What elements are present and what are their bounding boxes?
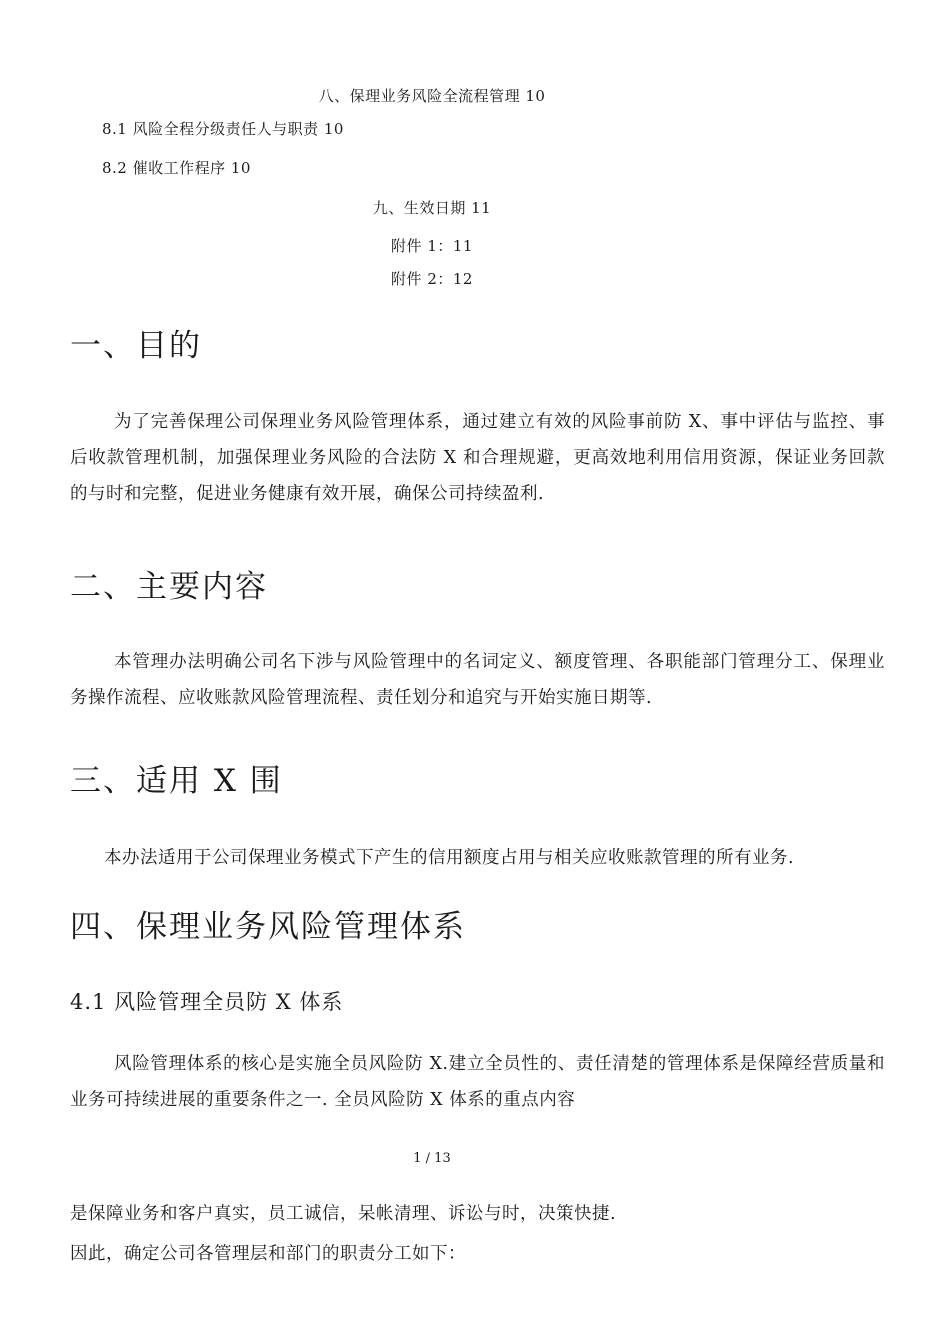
section-3-heading: 三、适用 X 围 [70, 763, 283, 799]
section-2-heading: 二、主要内容 [70, 569, 268, 605]
continuation-line-2: 因此，确定公司各管理层和部门的职责分工如下： [70, 1244, 466, 1264]
toc-appendix-2: 附件 2：12 [391, 270, 473, 288]
toc-item-8-1: 8.1 风险全程分级责任人与职责 10 [102, 120, 344, 138]
section-3-body: 本办法适用于公司保理业务模式下产生的信用额度占用与相关应收账款管理的所有业务. [104, 848, 795, 868]
section-1-body: 为了完善保理公司保理业务风险管理体系，通过建立有效的风险事前防 X、事中评估与监控、事后收款管理机制，加强保理业务风险的合法防 X 和合理规避，更高效地利用信用资源，保证业务回款的与时和完整，促进业务健康有效开展，确保公司持续盈利. [70, 412, 885, 504]
page-number: 1 / 13 [413, 1151, 451, 1166]
toc-item-9: 九、生效日期 11 [372, 199, 492, 217]
section-4-1-heading: 4.1 风险管理全员防 X 体系 [70, 990, 344, 1014]
section-4-heading: 四、保理业务风险管理体系 [70, 909, 466, 945]
toc-item-8-2: 8.2 催收工作程序 10 [102, 159, 251, 177]
toc-item-8: 八、保理业务风险全流程管理 10 [318, 87, 546, 105]
section-2-body: 本管理办法明确公司名下涉与风险管理中的名词定义、额度管理、各职能部门管理分工、保理业务操作流程、应收账款风险管理流程、责任划分和追究与开始实施日期等. [70, 652, 885, 708]
section-1-heading: 一、目的 [70, 328, 202, 364]
section-4-1-body: 风险管理体系的核心是实施全员风险防 X.建立全员性的、责任清楚的管理体系是保障经营质量和业务可持续进展的重要条件之一. 全员风险防 X 体系的重点内容 [70, 1054, 885, 1110]
toc-appendix-1: 附件 1：11 [391, 237, 473, 255]
continuation-line-1: 是保障业务和客户真实，员工诚信，呆帐清理、诉讼与时，决策快捷. [70, 1204, 617, 1224]
